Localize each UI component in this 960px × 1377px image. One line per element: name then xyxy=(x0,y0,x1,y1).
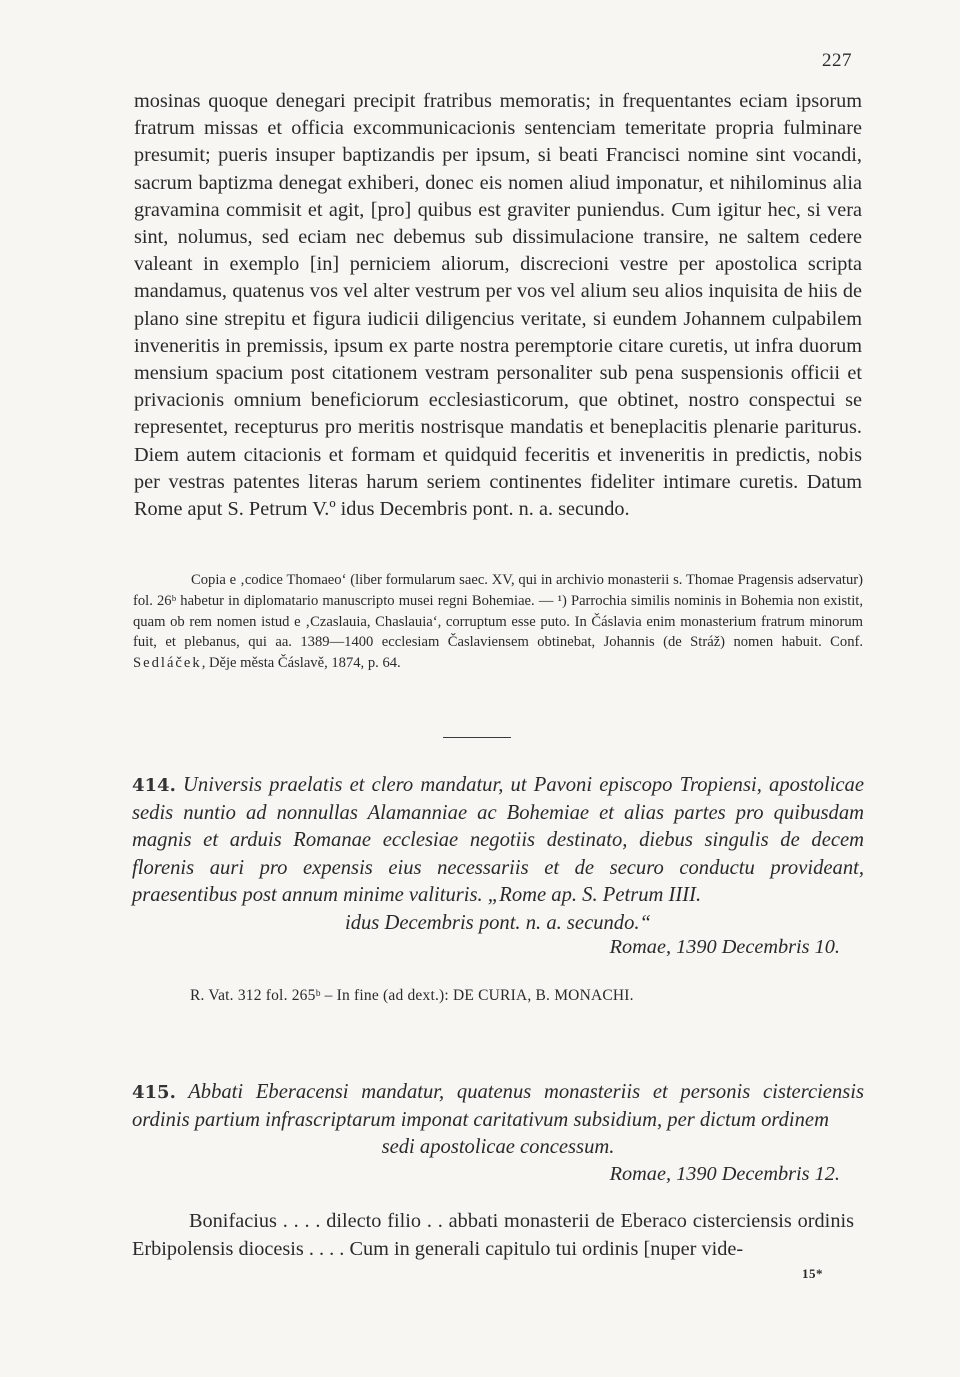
entry-415-date: Romae, 1390 Decembris 12. xyxy=(609,1163,840,1185)
entry-415-summary xyxy=(132,1079,864,1134)
footnote-author: Sedláček xyxy=(133,655,202,672)
main-text-block xyxy=(134,88,862,523)
entry-415-summary-text: Abbati Eberacensi mandatur, quatenus monasteriis et personis cisterciensis ordinis partium infrascriptarum imponat caritativum subsidium, per dictum ordinem xyxy=(132,1081,864,1131)
entry-415-heading xyxy=(132,1079,864,1162)
entry-414-number: 414. xyxy=(132,775,176,796)
entry-415-summary-last-line: sedi apostolicae concessum. xyxy=(381,1136,615,1158)
footnote-text: Copia e ‚codice Thomaeo‘ (liber formularum saec. XV, qui in archivio monasterii s. Thomae Pragensis adservatur) fol. 26ᵇ habetur in diplomatario manuscripto musei regni Bohemiae. — ¹) Parrochia similis nominis in Bohemia non existit, quam ob rem nomen istud e ‚Czaslauia, Chaslauia‘, corruptum esse puto. In Čáslavia enim monasterium fratrum minorum fuit, et plebanus, qui aa. 1389—1400 ecclesiam Časlaviensem obtinebat, Johannis (de Stráž) nomen habuit. Conf. xyxy=(133,572,863,651)
entry-415-letter-text: Bonifacius . . . . dilecto filio . . abbati monasterii de Eberaco cisterciensis ordinis Erbipolensis diocesis . . . . Cum in generali capitulo tui ordinis [nuper vide- xyxy=(132,1210,854,1260)
sheet-signature: 15* xyxy=(802,1266,823,1281)
page-number: 227 xyxy=(822,50,852,71)
entry-415-number: 415. xyxy=(132,1082,176,1103)
entry-414-summary-last-line: idus Decembris pont. n. a. secundo.“ xyxy=(344,911,652,934)
main-text-paragraph: mosinas quoque denegari precipit fratribus memoratis; in frequentantes eciam ipsorum fratrum missas et officia excommunicacionis sentenciam temeritate propria fulminare presumit; pueris insuper baptizandis per ipsum, si beati Francisci nomine sint vocandi, sacrum baptizma denegat exhiberi, donec eis nomen aliud imponatur, et nihilominus alia gravamina commisit et agit, [pro] quibus est graviter puniendus. Cum igitur hec, si vera sint, nolumus, sed eciam nec debemus sub dissimulacione transire, ne saltem cedere valeant in exemplo [in] perniciem aliorum, discrecioni vestre per apostolica scripta mandamus, quatenus vos vel alter vestrum per vos vel alium seu alios inquisita de hiis de plano sine strepitu et figura iudicii diligencius veritate, si eundem Johannem culpabilem inveneritis in premissis, ipsum ex parte nostra peremptorie citare curetis, ut infra duorum mensium spacium post citationem vestram personaliter sub pena suspensionis officii et privacionis omnium beneficiorum ecclesiasticorum, que obtinet, nostro conspectui se representet, recepturus pro meritis nostrisque mandatis et beneplacitis plenarie pariturus. Diem autem citacionis et formam et quidquid feceritis et inveneritis in predictis, nobis per vestras patentes literas harum seriem continentes fideliter intimare curetis. Datum Rome aput S. Petrum V.º idus Decembris pont. n. a. secundo. xyxy=(134,90,862,521)
footnote-text-end: , Děje města Čáslavě, 1874, p. 64. xyxy=(201,655,401,672)
entry-414-date: Romae, 1390 Decembris 10. xyxy=(609,936,840,958)
footnote-paragraph xyxy=(133,570,863,674)
footnote-block xyxy=(133,570,863,674)
section-separator xyxy=(443,737,511,738)
entry-414-summary-text: Universis praelatis et clero mandatur, ut Pavoni episcopo Tropiensi, apostolicae sedis nuntio ad nonnullas Alamanniae ac Bohemiae et alias partes pro quibusdam magnis et arduis Romanae ecclesiae negotiis destinato, diebus singulis de decem florenis auri pro expensis eius necessariis et de securo conductu provideant, praesentibus post annum minime valituris. „Rome ap. S. Petrum IIII. xyxy=(132,774,864,906)
entry-414-summary xyxy=(132,772,864,910)
entry-414-heading xyxy=(132,772,864,937)
entry-414-source-note: R. Vat. 312 fol. 265ᵇ – In fine (ad dext.): DE CURIA, B. MONACHI. xyxy=(190,987,634,1004)
entry-415-letter xyxy=(132,1207,854,1263)
